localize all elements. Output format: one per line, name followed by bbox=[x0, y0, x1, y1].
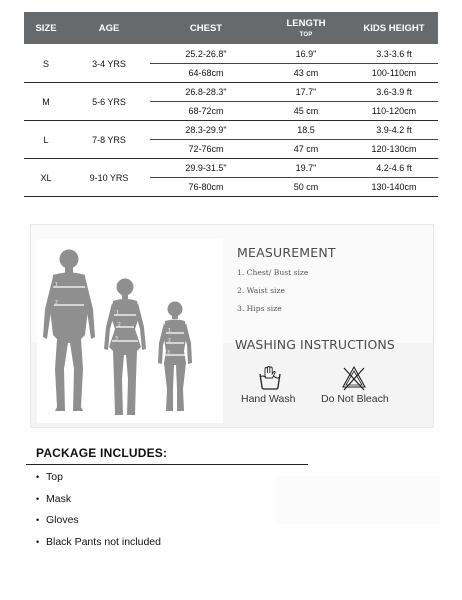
hand-wash-label: Hand Wash bbox=[241, 393, 296, 405]
size-cell: XL bbox=[24, 159, 68, 197]
size-cell: S bbox=[24, 44, 68, 83]
washing-heading: WASHING INSTRUCTIONS bbox=[235, 337, 395, 352]
header-length-sub: TOP bbox=[299, 32, 313, 38]
bullet-icon: • bbox=[36, 493, 40, 504]
height-cm-cell: 110-120cm bbox=[350, 102, 438, 121]
measurement-list bbox=[237, 267, 308, 321]
length-cm-cell: 47 cm bbox=[262, 140, 350, 159]
package-shade bbox=[276, 476, 440, 524]
measurement-heading: MEASUREMENT bbox=[237, 245, 336, 260]
chest-inch-cell: 29.9-31.5" bbox=[150, 159, 262, 178]
age-cell: 5-6 YRS bbox=[68, 83, 150, 121]
age-cell: 7-8 YRS bbox=[68, 121, 150, 159]
size-row-xl bbox=[24, 159, 438, 178]
measurement-item: 3. Hips size bbox=[237, 304, 282, 313]
hand-wash-icon bbox=[257, 365, 283, 391]
chest-inch-cell: 28.3-29.9" bbox=[150, 121, 262, 140]
bullet-icon: • bbox=[36, 472, 40, 482]
length-inch-cell: 18.5 bbox=[262, 121, 350, 140]
height-ft-cell: 3.6-3.9 ft bbox=[350, 83, 438, 102]
size-cell: M bbox=[24, 83, 68, 121]
package-title: PACKAGE INCLUDES: bbox=[36, 446, 168, 460]
header-age: AGE bbox=[68, 12, 150, 44]
svg-text:1: 1 bbox=[116, 310, 119, 316]
size-row-l bbox=[24, 121, 438, 140]
size-chart-table bbox=[24, 12, 438, 197]
size-chart-header-row bbox=[24, 12, 438, 44]
body-measurement-figures bbox=[37, 239, 223, 423]
height-cm-cell: 130-140cm bbox=[350, 178, 438, 197]
header-size: SIZE bbox=[24, 12, 68, 44]
svg-text:1: 1 bbox=[168, 328, 171, 334]
package-item: • Mask bbox=[36, 492, 72, 505]
mark-1: 1 bbox=[55, 282, 58, 288]
svg-text:3: 3 bbox=[167, 350, 170, 356]
height-cm-cell: 120-130cm bbox=[350, 140, 438, 159]
mark-2: 2 bbox=[55, 300, 58, 306]
height-ft-cell: 3.3-3.6 ft bbox=[350, 44, 438, 64]
size-row-m bbox=[24, 83, 438, 102]
svg-text:2: 2 bbox=[168, 338, 171, 344]
do-not-bleach-icon bbox=[341, 365, 367, 391]
length-inch-cell: 16.9" bbox=[262, 44, 350, 64]
length-inch-cell: 19.7" bbox=[262, 159, 350, 178]
size-cell: L bbox=[24, 121, 68, 159]
bullet-icon: • bbox=[36, 515, 40, 525]
height-ft-cell: 4.2-4.6 ft bbox=[350, 159, 438, 178]
height-ft-cell: 3.9-4.2 ft bbox=[350, 121, 438, 140]
chest-cm-cell: 64-68cm bbox=[150, 64, 262, 83]
length-cm-cell: 45 cm bbox=[262, 102, 350, 121]
bullet-icon: • bbox=[36, 536, 40, 547]
package-divider bbox=[26, 464, 308, 465]
package-list bbox=[36, 470, 161, 556]
age-cell: 3-4 YRS bbox=[68, 44, 150, 83]
package-item: • Top bbox=[36, 471, 63, 483]
chest-cm-cell: 76-80cm bbox=[150, 178, 262, 197]
header-kids-height: KIDS HEIGHT bbox=[350, 12, 438, 44]
do-not-bleach-label: Do Not Bleach bbox=[321, 393, 389, 405]
length-inch-cell: 17.7" bbox=[262, 83, 350, 102]
chest-inch-cell: 25.2-26.8" bbox=[150, 44, 262, 64]
package-item: • Gloves bbox=[36, 514, 79, 526]
measurement-item: 2. Waist size bbox=[237, 286, 285, 295]
size-row-s bbox=[24, 44, 438, 64]
chest-cm-cell: 68-72cm bbox=[150, 102, 262, 121]
chest-cm-cell: 72-76cm bbox=[150, 140, 262, 159]
header-length: LENGTH TOP bbox=[262, 12, 350, 44]
chest-inch-cell: 26.8-28.3" bbox=[150, 83, 262, 102]
header-chest: CHEST bbox=[150, 12, 262, 44]
package-item: • Black Pants not included bbox=[36, 535, 161, 548]
height-cm-cell: 100-110cm bbox=[350, 64, 438, 83]
length-cm-cell: 50 cm bbox=[262, 178, 350, 197]
svg-text:2: 2 bbox=[118, 322, 121, 328]
mark-3: 3 bbox=[115, 336, 118, 342]
measurement-item: 1. Chest/ Bust size bbox=[237, 268, 309, 277]
age-cell: 9-10 YRS bbox=[68, 159, 150, 197]
length-cm-cell: 43 cm bbox=[262, 64, 350, 83]
info-panel bbox=[30, 224, 434, 428]
